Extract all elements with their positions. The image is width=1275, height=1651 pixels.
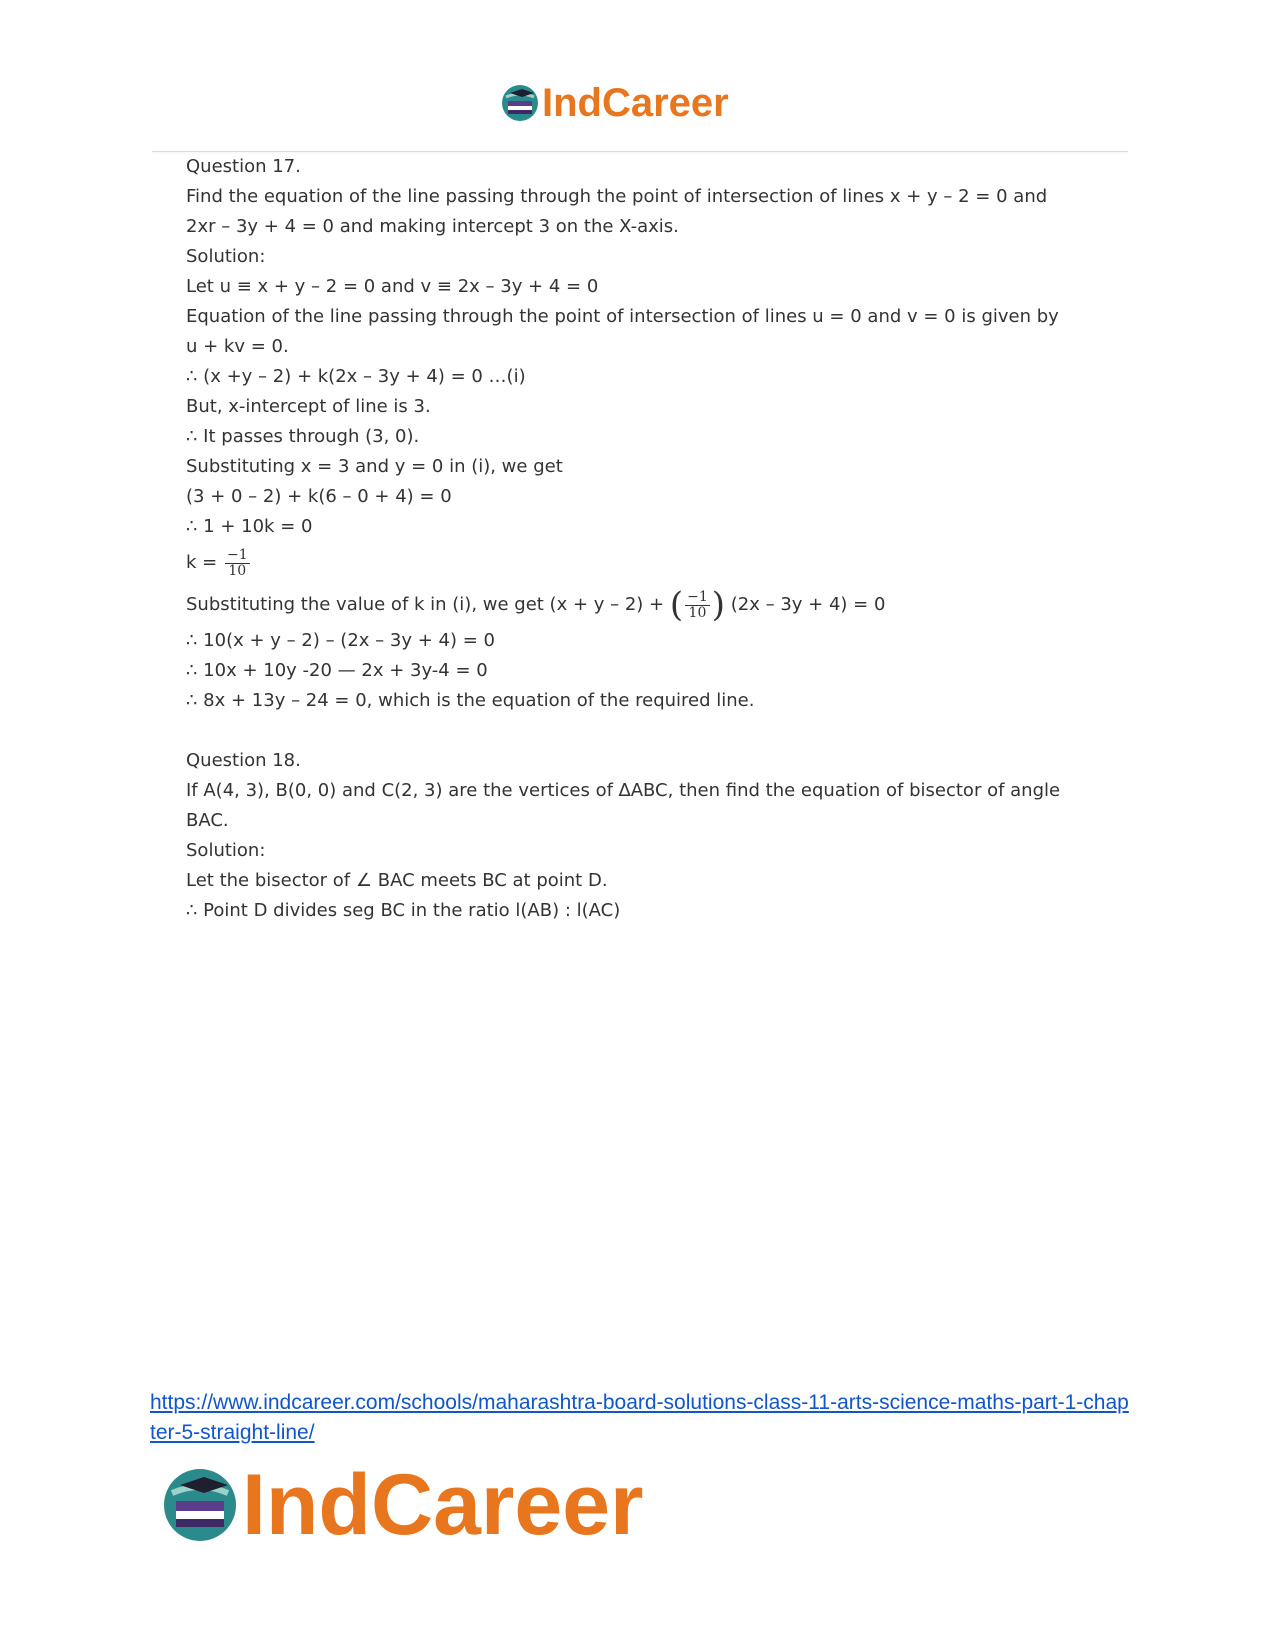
left-paren: ( — [669, 585, 684, 625]
text-line: Find the equation of the line passing through the point of intersection of lines x + y – 2 = 0 and — [186, 186, 1048, 207]
text-line: Let the bisector of ∠ BAC meets BC at point D. — [186, 870, 608, 891]
text-line: ∴ 1 + 10k = 0 — [186, 516, 313, 537]
text-line: Equation of the line passing through the point of intersection of lines u = 0 and v = 0 is given by — [186, 306, 1059, 327]
header-logo — [500, 78, 729, 128]
text-line: BAC. — [186, 810, 229, 831]
brand-logo-text: IndCareer — [542, 81, 729, 125]
right-paren: ) — [711, 585, 726, 625]
text-line: ∴ Point D divides seg BC in the ratio l(AB) : l(AC) — [186, 900, 621, 921]
text-line: 2xr – 3y + 4 = 0 and making intercept 3 on the X-axis. — [186, 216, 679, 237]
text-line: u + kv = 0. — [186, 336, 289, 357]
solution-label: Solution: — [186, 840, 266, 861]
text-line: Substituting x = 3 and y = 0 in (i), we get — [186, 456, 563, 477]
fraction-numerator: −1 — [687, 588, 708, 605]
fraction — [685, 590, 710, 621]
solution-label: Solution: — [186, 246, 266, 267]
text-line: But, x-intercept of line is 3. — [186, 396, 431, 417]
k-value-line — [186, 542, 1106, 584]
text-line: ∴ 8x + 13y – 24 = 0, which is the equation of the required line. — [186, 690, 755, 711]
document-body — [186, 152, 1106, 926]
brand-logo-text: IndCareer — [242, 1457, 644, 1553]
k-prefix: k = — [186, 552, 218, 573]
fraction-numerator: −1 — [226, 546, 248, 563]
globe-book-icon — [500, 83, 540, 123]
source-url-link[interactable]: https://www.indcareer.com/schools/maharashtra-board-solutions-class-11-arts-science-maths-part-1-chapter-5-straight-line/ — [150, 1391, 1129, 1444]
globe-book-icon — [160, 1465, 240, 1545]
question-18-title: Question 18. — [186, 750, 301, 771]
footer-logo — [160, 1457, 644, 1553]
text-line: Let u ≡ x + y – 2 = 0 and v ≡ 2x – 3y + 4 = 0 — [186, 276, 599, 297]
question-17-title: Question 17. — [186, 156, 301, 177]
fraction-denominator: 10 — [228, 562, 247, 579]
text-line: If A(4, 3), B(0, 0) and C(2, 3) are the vertices of ∆ABC, then find the equation of bisector of angle — [186, 780, 1061, 801]
spacer — [186, 716, 1106, 746]
subst-prefix: Substituting the value of k in (i), we get (x + y – 2) + — [186, 594, 665, 615]
text-line: (3 + 0 – 2) + k(6 – 0 + 4) = 0 — [186, 486, 452, 507]
text-line: ∴ 10x + 10y -20 — 2x + 3y-4 = 0 — [186, 660, 488, 681]
text-line: ∴ It passes through (3, 0). — [186, 426, 420, 447]
substitution-line — [186, 584, 1106, 626]
text-line: ∴ (x +y – 2) + k(2x – 3y + 4) = 0 …(i) — [186, 366, 526, 387]
subst-suffix: (2x – 3y + 4) = 0 — [730, 594, 886, 615]
text-line: ∴ 10(x + y – 2) – (2x – 3y + 4) = 0 — [186, 630, 495, 651]
fraction-denominator: 10 — [688, 604, 707, 621]
fraction — [225, 548, 250, 579]
